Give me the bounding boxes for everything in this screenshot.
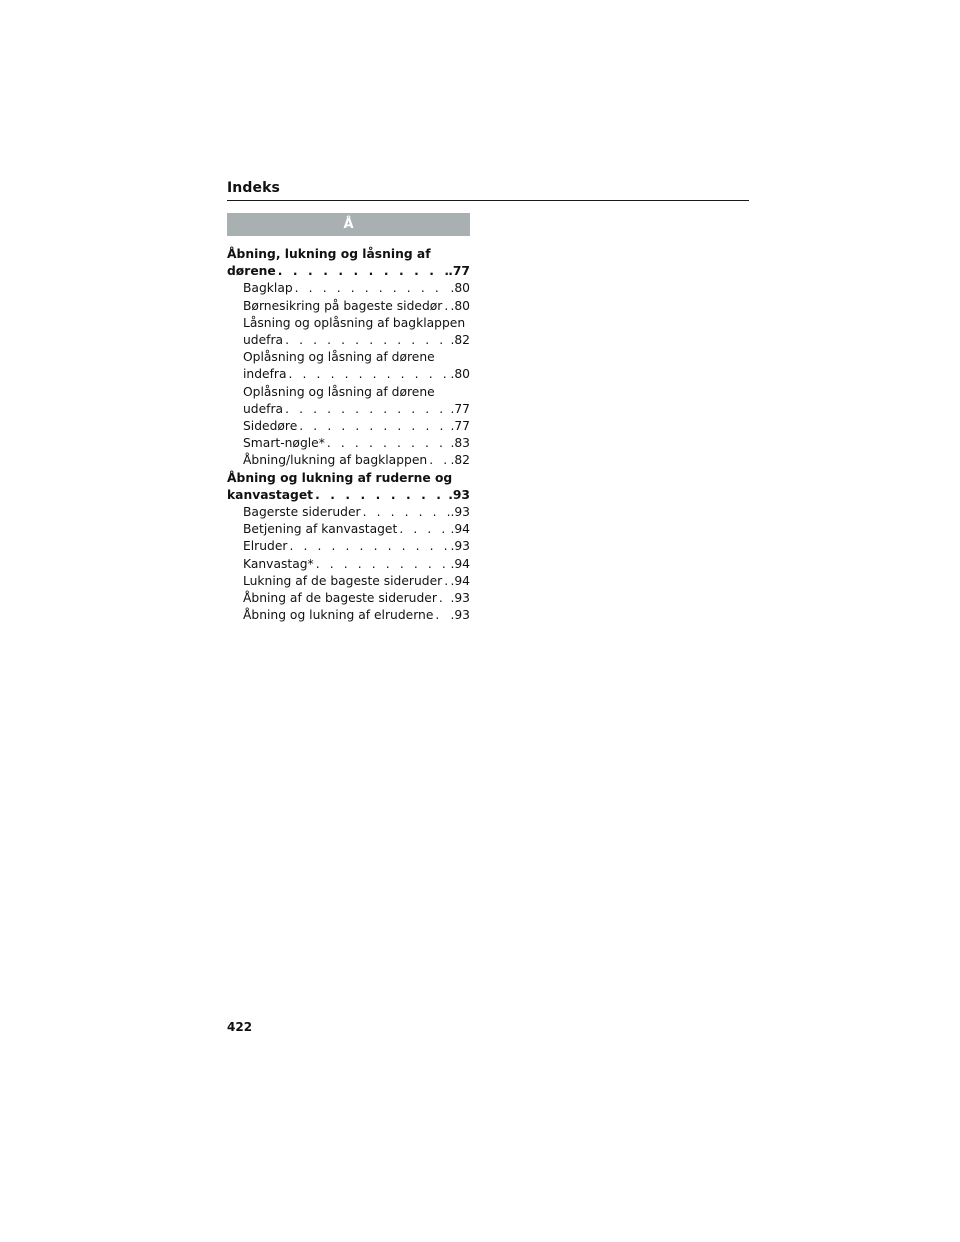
entry-page: .94 xyxy=(450,556,470,571)
dot-leader xyxy=(283,401,450,418)
entry-label: Børnesikring på bageste sidedør xyxy=(243,298,443,313)
entry-label: Åbning/lukning af bagklappen xyxy=(243,453,428,468)
index-entry-heading: Åbning og lukning af ruderne og xyxy=(227,470,453,485)
dot-leader xyxy=(442,298,450,315)
dot-leader xyxy=(313,487,448,504)
index-subentry xyxy=(227,504,470,521)
index-subentry xyxy=(227,298,470,315)
dot-leader xyxy=(297,418,450,435)
index-subentry xyxy=(227,590,470,607)
entry-page: .94 xyxy=(450,573,470,588)
section-letter-bar xyxy=(227,213,470,236)
entry-label: Smart-nøgle* xyxy=(243,436,325,451)
section-letter: Å xyxy=(343,217,354,232)
dot-leader xyxy=(283,332,450,349)
dot-leader xyxy=(433,607,450,624)
entry-label: Betjening af kanvastaget xyxy=(243,522,398,537)
entry-page: .80 xyxy=(450,367,470,382)
dot-leader xyxy=(437,590,451,607)
entry-label: Åbning og lukning af elruderne xyxy=(243,608,434,623)
index-subentry xyxy=(227,280,470,297)
dot-leader xyxy=(361,504,451,521)
dot-leader xyxy=(287,538,450,555)
entry-page: .93 xyxy=(450,505,470,520)
entry-page: .80 xyxy=(450,281,470,296)
entry-page: .80 xyxy=(450,298,470,313)
index-subentry-first-line: Låsning og oplåsning af bagklappen xyxy=(243,315,466,330)
entry-page: .94 xyxy=(450,522,470,537)
index-entry-main xyxy=(227,487,470,504)
dot-leader xyxy=(276,263,448,280)
entry-label: Sidedøre xyxy=(243,419,298,434)
entry-page: .93 xyxy=(450,539,470,554)
entry-page: .77 xyxy=(450,401,470,416)
index-subentry xyxy=(227,607,470,624)
dot-leader xyxy=(325,435,451,452)
entry-label: indefra xyxy=(243,367,287,382)
index-subentry xyxy=(227,521,470,538)
index-subentry xyxy=(227,418,470,435)
entry-label: Kanvastag* xyxy=(243,556,314,571)
index-entry-main xyxy=(227,263,470,280)
index-subentry xyxy=(227,332,470,349)
index-subentry-first-line: Oplåsning og låsning af dørene xyxy=(243,350,435,365)
dot-leader xyxy=(314,556,451,573)
entry-label: Åbning af de bageste sideruder xyxy=(243,591,437,606)
dot-leader xyxy=(397,521,450,538)
index-subentry-first-line: Oplåsning og låsning af dørene xyxy=(243,384,435,399)
index-subentry xyxy=(227,573,470,590)
entry-label: Bagerste sideruder xyxy=(243,505,361,520)
entry-label: udefra xyxy=(243,333,284,348)
header-title: Indeks xyxy=(227,180,280,196)
index-subentry xyxy=(227,556,470,573)
entry-page: .77 xyxy=(448,264,470,279)
index-entries xyxy=(227,246,470,624)
entry-page: .82 xyxy=(450,333,470,348)
entry-page: .93 xyxy=(450,608,470,623)
entry-label: Elruder xyxy=(243,539,288,554)
entry-page: .83 xyxy=(450,436,470,451)
entry-page: .82 xyxy=(450,453,470,468)
index-subentry xyxy=(227,401,470,418)
entry-page: .93 xyxy=(450,591,470,606)
entry-label: kanvastaget xyxy=(227,487,314,502)
index-subentry xyxy=(227,435,470,452)
dot-leader xyxy=(427,452,450,469)
entry-label: Lukning af de bageste sideruder xyxy=(243,573,443,588)
entry-label: dørene xyxy=(227,264,276,279)
entry-label: Bagklap xyxy=(243,281,293,296)
page-number: 422 xyxy=(227,1020,253,1034)
entry-page: .93 xyxy=(448,487,470,502)
page-header xyxy=(227,180,749,201)
entry-page: .77 xyxy=(450,419,470,434)
index-subentry xyxy=(227,452,470,469)
index-subentry xyxy=(227,366,470,383)
dot-leader xyxy=(287,366,451,383)
index-subentry xyxy=(227,538,470,555)
index-entry-heading: Åbning, lukning og låsning af xyxy=(227,247,431,261)
dot-leader xyxy=(442,573,450,590)
dot-leader xyxy=(293,280,451,297)
entry-label: udefra xyxy=(243,401,284,416)
